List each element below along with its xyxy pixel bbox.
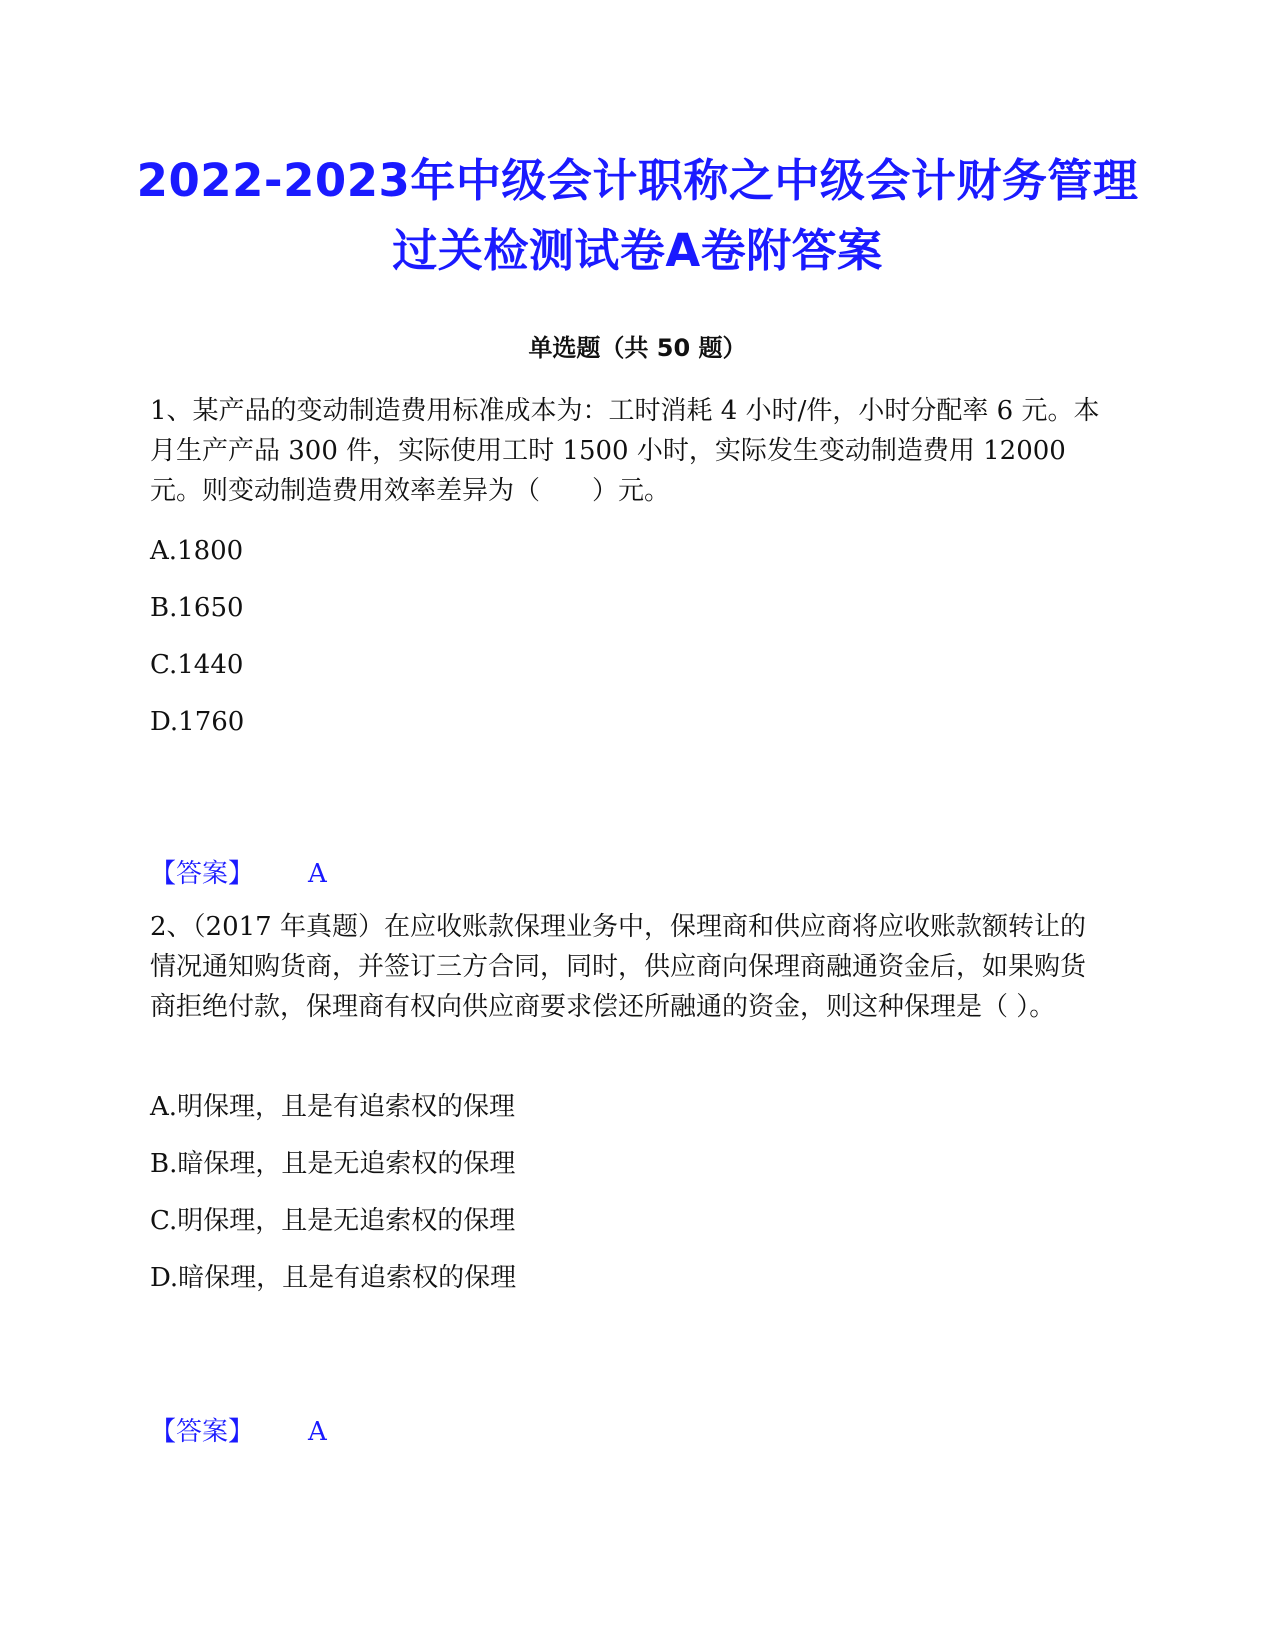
answer-label: 【答案】: [150, 859, 255, 889]
question-2-option-c: C.明保理，且是无追索权的保理: [150, 1206, 516, 1236]
answer-value: A: [308, 859, 327, 889]
question-2-option-a: A.明保理，且是有追索权的保理: [150, 1092, 516, 1122]
question-2-text: 2、（2017 年真题）在应收账款保理业务中，保理商和供应商将应收账款额转让的情况通知购货商，并签订三方合同，同时，供应商向保理商融通资金后，如果购货商拒绝付款，保理商有权向供应商要求偿还所融通的资金，则这种保理是（ ）。: [150, 912, 1087, 1022]
answer-label: 【答案】: [150, 1417, 255, 1447]
document-title: 2022-2023年中级会计职称之中级会计财务管理过关检测试卷A卷附答案: [136, 154, 1139, 277]
question-1-option-b: B.1650: [150, 593, 244, 623]
question-2-answer: [150, 1415, 327, 1449]
question-2-option-b: B.暗保理，且是无追索权的保理: [150, 1149, 516, 1179]
answer-value: A: [308, 1417, 327, 1447]
question-1-answer: [150, 857, 327, 891]
question-1-text: 1、某产品的变动制造费用标准成本为：工时消耗 4 小时/件，小时分配率 6 元。本月生产产品 300 件，实际使用工时 1500 小时，实际发生变动制造费用 12000 元。则变动制造费用效率差异为（ ）元。: [150, 396, 1100, 506]
question-1-option-d: D.1760: [150, 707, 245, 737]
section-heading: 单选题（共 50 题）: [528, 334, 747, 362]
question-1-option-c: C.1440: [150, 650, 244, 680]
question-2-option-d: D.暗保理，且是有追索权的保理: [150, 1263, 517, 1293]
question-1-option-a: A.1800: [150, 536, 244, 566]
